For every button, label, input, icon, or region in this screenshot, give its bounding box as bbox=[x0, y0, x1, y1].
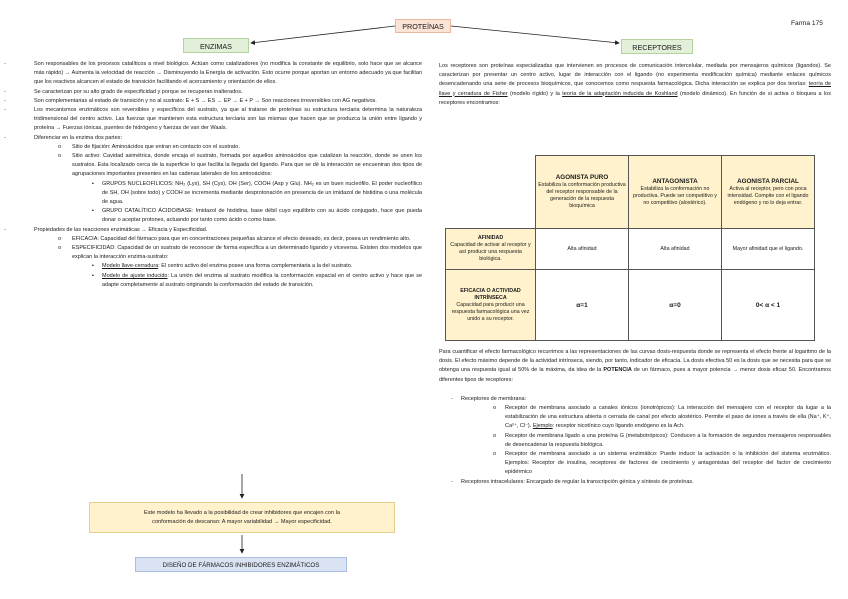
dosis-respuesta-paragraph: Para cuantificar el efecto farmacológico recurrimos a las representaciones de las curvas dosis-respuesta donde se representa el efecto frente al logaritmo de la dosis. El efecto máximo depende de la actividad intrínseca, siendo, por tanto, indicador de eficacia. La dosis efectiva 50 es la dosis que se necesita para que se obtenga una respuesta igual al 50% de la máxima, da idea de la POTENCIA de un fármaco, pues a mayor potencia → menor dosis eficaz 50. Encontramos diferentes tipos de receptores: bbox=[439, 349, 831, 383]
sub-item-sitio-activo: o Sitio activo: Cavidad asimétrica, donde encaja el sustrato, formada por aquellos aminoácidos que catalizan la reacción, donde se unen los sustratos. Esta localizado cerca de la superficie lo que facilita la llegada del ligando. Para que se dé la interacción se encuentran dos tipos de agrupaciones importantes presentes en las cadenas laterales de los aminoácidos: bbox=[58, 153, 422, 178]
receptores-column bbox=[439, 62, 831, 108]
sub-item-eficacia: o EFICACIA: Capacidad del fármaco para que en concentraciones pequeñas alcance el efecto deseado, es decir, posea un rendimiento alto. bbox=[58, 235, 411, 242]
list-item: - Receptores intracelulares: Encargado de regular la transcripción génica y síntesis de proteínas. bbox=[451, 478, 694, 485]
sub-item-sitio-fijacion: o Sitio de fijación: Aminoácidos que entran en contacto con el sustrato. bbox=[58, 143, 240, 150]
table-corner bbox=[446, 156, 536, 229]
sub-item-especificidad: o ESPECIFICIDAD: Capacidad de un sustrato de reconocer de forma específica a un determinado ligando y viceversa. Existen dos modelos que explican la interacción enzima-sustrato: bbox=[58, 245, 422, 261]
table-cell: Mayor afinidad que el ligando. bbox=[722, 229, 815, 270]
table-cell: Alta afinidad bbox=[629, 229, 722, 270]
list-item: - Los mecanismos enzimáticos son reversibles y específicos del sustrato, ya que al tratarse de proteínas su estructura terciaria determina la naturaleza tridimensional del centro activo. Las fuerzas que mantienen esta estructura terciaria son las mismas que hacen que se produzca la unión entre ligando y proteína → Fuerzas iónicas, puentes de hidrógeno y fuerzas de van der Waals. bbox=[4, 107, 422, 132]
table-row-eficacia: EFICACIA O ACTIVIDAD INTRÍNSECA Capacidad para producir una respuesta farmacológica una vez unido a su receptor. bbox=[446, 270, 536, 341]
sub-sub-item-ajuste: ▪ Modelo de ajuste inducido: La unión del enzima al sustrato modifica la conformación espacial en el centro activo y hace que se adapte completamente al sustrato originando la conformación del estado de transición. bbox=[92, 272, 422, 288]
table-cell: α=1 bbox=[536, 270, 629, 341]
list-item: - Se caracterizan por su alto grado de especificidad y porque se recuperan inalterados. bbox=[4, 88, 243, 95]
table-row-afinidad: AFINIDAD Capacidad de activar al receptor y así producir una respuesta biológica. bbox=[446, 229, 536, 270]
receptores-heading: RECEPTORES bbox=[621, 39, 693, 54]
sub-sub-item-catalitico: ▪ GRUPO CATALÍTICO ÁCIDO/BASE: Imidazol de histidina, base débil cuyo equilibrio con su ácido conjugado, hace que pueda donar o aceptar protones, actuando por tanto como ácido o como base. bbox=[92, 208, 422, 224]
receptores-intro: Los receptores son proteínas especializadas que intervienen en procesos de comunicación intercelular, mediada por mensajeros químicos (ligandos). Se caracterizan por presentar un centro activo, lugar de interacción con el ligando (no experimenta modificación química) mediante enlaces químicos desencadenando una serie de procesos bioquímicos, que conocemos como respuesta farmacológica. Dicha interacción se explica por dos teorías: teoría de llave y cerradura de Fisher (modelo rígido) y la teoría de la adaptación inducida de Koshland (modelo dinámico). En función de si activa o bloquea a los receptores encontramos: bbox=[439, 63, 831, 106]
diseno-farmacos-box: DISEÑO DE FÁRMACOS INHIBIDORES ENZIMÁTICOS bbox=[135, 557, 347, 572]
table-header-antagonista: ANTAGONISTA Estabiliza la conformación no productiva. Puede ser competitivo y no competitivo (alostérico). bbox=[629, 156, 722, 229]
table-cell: α=0 bbox=[629, 270, 722, 341]
proteinas-title: PROTEÍNAS bbox=[395, 19, 451, 33]
table-cell: 0< α < 1 bbox=[722, 270, 815, 341]
page-ref: Farma 175 bbox=[791, 20, 823, 27]
receptores-bottom bbox=[439, 348, 831, 487]
note-line-2: conformación de descanso: A mayor variabilidad → Mayor especificidad. bbox=[152, 519, 332, 525]
sub-item-canales: o Receptor de membrana asociado a canales iónicos (ionotrópicos): La interacción del mensajero con el receptor da lugar a la estabilización de una estructura abierta o cerrada de canal por efecto alostérico. Permite el paso de iones a través de ella (Na⁺, K⁺, Ca²⁺, Cl⁻). Ejemplo: receptor nicotínico cuyo ligando endógeno es la Ach. bbox=[493, 405, 831, 430]
table-header-agonista-parcial: AGONISTA PARCIAL Activa al receptor, pero con poca intensidad. Compite con el ligando endógeno y no lo deja entrar. bbox=[722, 156, 815, 229]
arrow-to-enzimas bbox=[251, 26, 395, 43]
list-item: - Son responsables de los procesos catalíticos a nivel biológico. Actúan como catalizadores (no modifica la constante de equilibrio, solo hace que se alcance más rápido) → Aumenta la velocidad de reacción → Disminuyendo la Energía de activación. Esto ocurre porque aportan un entorno adecuado ya que facilitan que los reactivos alcancen el estado de transición facilitando el acercamiento y orientación de ellos. bbox=[4, 61, 422, 86]
enzimas-heading: ENZIMAS bbox=[183, 38, 249, 53]
enzimas-column bbox=[4, 60, 422, 290]
list-item: - Receptores de membrana: bbox=[451, 395, 527, 402]
table-header-agonista-puro: AGONISTA PURO Estabiliza la conformación productiva del receptor responsable de la generación de la respuesta bioquímica bbox=[536, 156, 629, 229]
inhibitor-note bbox=[89, 502, 395, 533]
table-cell: Alta afinidad bbox=[536, 229, 629, 270]
list-item: - Diferenciar en la enzima dos partes: bbox=[4, 134, 123, 141]
sub-sub-item-llave: ▪ Modelo llave-cerradura: El centro activo del enzima posee una forma complementaria a la del sustrato. bbox=[92, 263, 353, 270]
sub-sub-item-nucleofilicos: ▪ GRUPOS NUCLEOFÍLICOS: NH₂ (Lys), SH (Cys), OH (Ser), COOH (Asp y Glu). NH₂ es un buen nucleófilo. El poder nucleofílico de SH, OH (sobre todo) y COOH se incrementa mediante desprotonación en presencia de un imidazol de histidina o una molécula de agua. bbox=[92, 180, 422, 206]
list-item: - Son complementarias al estado de transición y no al sustrato: E + S → ES → EP → E + P → Son reacciones irreversibles con AG negativos. bbox=[4, 97, 377, 104]
arrow-to-receptores bbox=[451, 26, 619, 43]
note-line-1: Este modelo ha llevado a la posibilidad de crear inhibidores que encajen con la bbox=[144, 510, 340, 516]
agonist-table bbox=[445, 155, 815, 341]
sub-item-proteina-g: o Receptor de membrana ligado a una proteína G (metabotrópicos): Conducen a la formación de segundos mensajeros responsables de desencadenar la respuesta biológica. bbox=[493, 432, 831, 448]
sub-item-enzimatico: o Receptor de membrana asociado a un sistema enzimático: Puede inducir la activación o la inhibición del sistema enzimático. Ejemplos: Receptor de insulina, receptores de factores de crecimiento y antagonistas del receptor del factor de crecimiento epidérmico bbox=[493, 451, 831, 476]
list-item: - Propiedades de las reacciones enzimáticas → Eficacia y Especificidad. bbox=[4, 226, 208, 233]
